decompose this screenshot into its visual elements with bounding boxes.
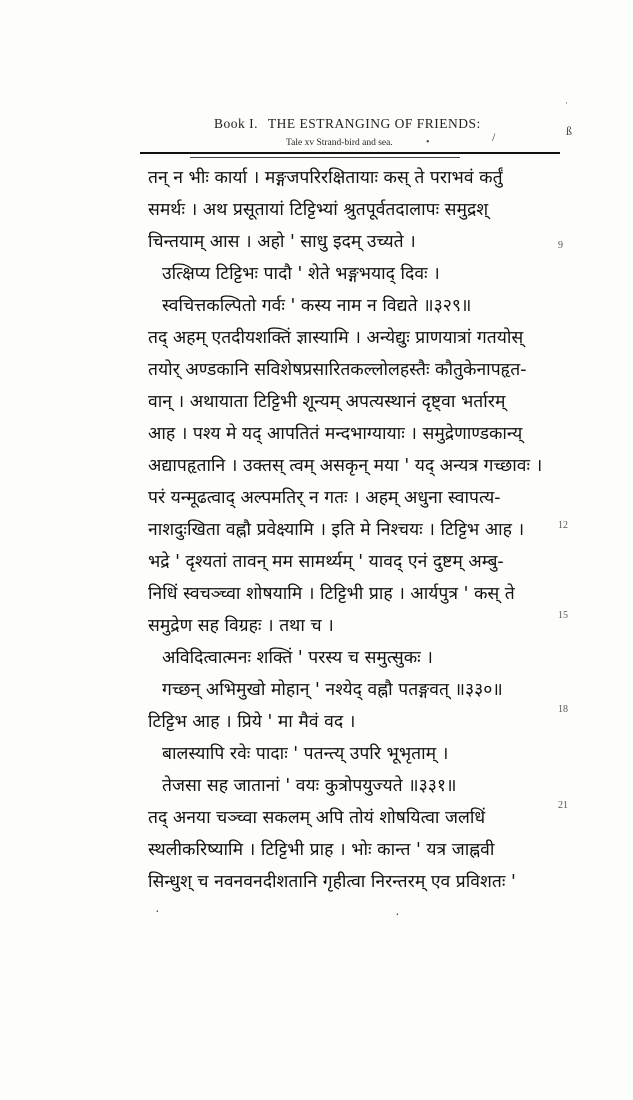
margin-line-number: 12 <box>558 520 568 531</box>
corner-mark: ß <box>566 124 572 138</box>
margin-line-number: 15 <box>558 610 568 621</box>
dot-mark: · <box>565 98 568 108</box>
book-title: THE ESTRANGING OF FRIENDS: <box>267 116 481 131</box>
dot-mark: • <box>426 137 430 148</box>
text-line: वान् । अथायाता टिट्टिभी शून्यम् अपत्यस्थानं दृष्ट्वा भर्तारम् <box>148 392 506 412</box>
text-line: अद्यापहृतानि । उक्तस् त्वम् असकृन् मया ' यद् अन्यत्र गच्छावः । <box>148 456 543 476</box>
verse-line: स्वचित्तकल्पितो गर्वः ' कस्य नाम न विद्यते ॥३२९॥ <box>162 296 472 316</box>
text-line: चिन्तयाम् आस । अहो ' साधु इदम् उच्यते । <box>148 232 416 252</box>
text-line: तद् अनया चञ्च्वा सकलम् अपि तोयं शोषयित्वा जलधिं <box>148 808 486 828</box>
text-line: स्थलीकरिष्यामि । टिट्टिभी प्राह । भोः कान्त ' यत्र जाह्नवी <box>148 840 495 860</box>
text-line: भद्रे ' दृश्यतां तावन् मम सामर्थ्यम् ' यावद् एनं दुष्टम् अम्बु- <box>148 552 504 572</box>
text-line: तयोर् अण्डकानि सविशेषप्रसारितकल्लोलहस्तैः कौतुकेनापहृत- <box>148 360 527 380</box>
text-line: तन् न भीः कार्या । मङ्गजपरिरक्षितायाः कस् ते पराभवं कर्तुं <box>148 168 503 188</box>
dot-mark: · <box>155 905 160 920</box>
text-line: आह । पश्य मे यद् आपतितं मन्दभाग्यायाः । समुद्रेणाण्डकान्य् <box>148 424 523 444</box>
margin-line-number: 21 <box>558 800 568 811</box>
text-line: सिन्धुश् च नवनवनदीशतानि गृहीत्वा निरन्तरम् एव प्रविशतः ' <box>148 872 516 892</box>
book-label: Book I. <box>214 116 258 131</box>
text-line: समुद्रेण सह विग्रहः । तथा च । <box>148 616 334 636</box>
text-line: समर्थः । अथ प्रसूतायां टिट्टिभ्यां श्रुतपूर्वतदालापः समुद्रश् <box>148 200 489 220</box>
text-line: निधिं स्वचञ्च्वा शोषयामि । टिट्टिभी प्राह । आर्यपुत्र ' कस् ते <box>148 584 515 604</box>
text-line: नाशदुःखिता वह्नौ प्रवेक्ष्यामि । इति मे निश्चयः । टिट्टिभ आह । <box>148 520 525 540</box>
text-line: परं यन्मूढत्वाद् अल्पमतिर् न गतः । अहम् अधुना स्वापत्य- <box>148 488 501 508</box>
text-line: तद् अहम् एतदीयशक्तिं ज्ञास्यामि । अन्येद्युः प्राणयात्रां गतयोस् <box>148 328 524 348</box>
text-line: टिट्टिभ आह । प्रिये ' मा मैवं वद । <box>148 712 356 732</box>
dot-mark: · <box>395 908 400 923</box>
verse-line: बालस्यापि रवेः पादाः ' पतन्त्य् उपरि भूभृताम् । <box>162 744 449 764</box>
slash-mark: / <box>492 130 496 144</box>
verse-line: तेजसा सह जातानां ' वयः कुत्रोपयुज्यते ॥३३१॥ <box>162 776 457 796</box>
verse-line: गच्छन् अभिमुखो मोहान् ' नश्येद् वह्नौ पतङ्गवत् ॥३३०॥ <box>162 680 503 700</box>
verse-line: अविदित्वात्मनः शक्तिं ' परस्य च समुत्सुकः । <box>162 648 433 668</box>
tale-subtitle: Tale xv Strand-bird and sea. <box>286 138 393 148</box>
margin-line-number: 18 <box>558 704 568 715</box>
verse-line: उत्क्षिप्य टिट्टिभः पादौ ' शेते भङ्गभयाद् दिवः । <box>162 264 440 284</box>
margin-line-number: 9 <box>558 240 563 251</box>
